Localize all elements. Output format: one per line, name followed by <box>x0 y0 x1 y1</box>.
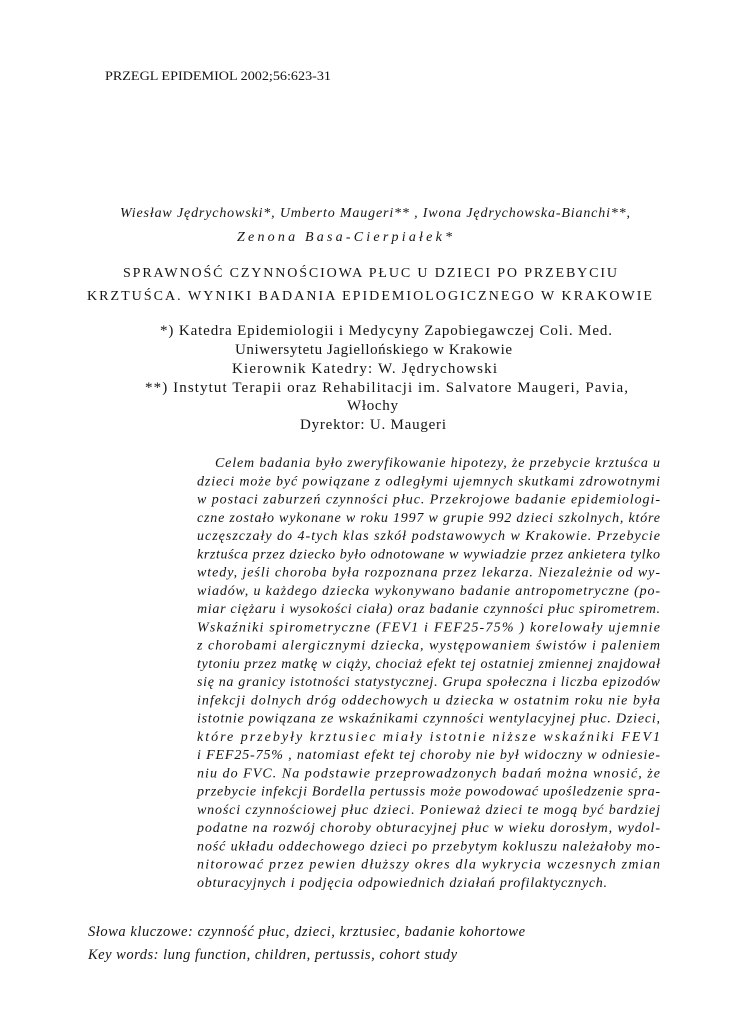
authors-line-2: Zenona Basa-Cierpiałek* <box>237 230 452 245</box>
abstract-line: wtedy, jeśli choroba była rozpoznana przez lekarza. Niezależnie od wy- <box>197 565 660 581</box>
affiliation-line-2: Uniwersytetu Jagiellońskiego w Krakowie <box>235 342 512 358</box>
keywords-polish: Słowa kluczowe: czynność płuc, dzieci, krztusiec, badanie kohortowe <box>88 924 525 940</box>
abstract-line: się na granicy istotności statystycznej. Grupa społeczna i liczba epizodów <box>197 675 660 691</box>
journal-citation: PRZEGL EPIDEMIOL 2002;56:623-31 <box>105 69 331 83</box>
abstract-line: z chorobami alergicznymi dziecka, występowaniem świstów i paleniem <box>197 638 660 654</box>
affiliation-line-4: **) Instytut Terapii oraz Rehabilitacji im. Salvatore Maugeri, Pavia, <box>145 380 628 396</box>
abstract-line: dzieci może być powiązane z odległymi ujemnych skutkami zdrowotnymi <box>197 474 660 490</box>
abstract-line: uczęszczały do 4-tych klas szkół podstawowych w Krakowie. Przebycie <box>197 529 660 544</box>
abstract-line: tytoniu przez matkę w ciąży, chociaż efekt tej ostatniej zmiennej znajdował <box>197 656 660 672</box>
affiliation-line-6: Dyrektor: U. Maugeri <box>300 417 446 433</box>
abstract-line: krztuśca przez dziecko było odnotowane w wywiadzie przez ankietera tylko <box>197 547 660 563</box>
abstract-line: ność układu oddechowego dzieci po przebytym kokluszu należałoby mo- <box>197 839 660 855</box>
affiliation-line-3: Kierownik Katedry: W. Jędrychowski <box>232 361 497 377</box>
abstract-line: w postaci zaburzeń czynności płuc. Przekrojowe badanie epidemiologi- <box>197 492 660 508</box>
abstract-line: wności czynnościowej płuc dzieci. Ponieważ dzieci te mogą być bardziej <box>197 802 660 818</box>
keywords-english: Key words: lung function, children, pertussis, cohort study <box>88 947 457 963</box>
article-title-line-2: KRZTUŚCA. WYNIKI BADANIA EPIDEMIOLOGICZNEGO W KRAKOWIE <box>87 289 652 304</box>
abstract-line: niu do FVC. Na podstawie przeprowadzonych badań można wnosić, że <box>197 766 661 782</box>
abstract-line: przebycie infekcji Bordella pertussis może powodować upośledzenie spra- <box>197 784 660 800</box>
abstract-line: Celem badania było zweryfikowanie hipotezy, że przebycie krztuśca u <box>215 456 660 471</box>
authors-line-1: Wiesław Jędrychowski*, Umberto Maugeri** , Iwona Jędrychowska-Bianchi**, <box>120 206 630 221</box>
abstract-line: nitorować przez pewien dłuższy okres dla wykrycia wczesnych zmian <box>197 857 660 873</box>
abstract-line: które przebyły krztusiec miały istotnie niższe wskaźniki FEV1 <box>197 729 660 745</box>
affiliation-line-5: Włochy <box>347 398 398 414</box>
abstract-line: czne zostało wykonane w roku 1997 w grupie 992 dzieci szkolnych, które <box>197 510 660 526</box>
abstract-line: infekcji dolnych dróg oddechowych u dziecka w ostatnim roku nie była <box>197 693 660 709</box>
abstract-line: obturacyjnych i podjęcia odpowiednich działań profilaktycznych. <box>197 876 607 891</box>
abstract-line: i FEF25-75% , natomiast efekt tej choroby nie był widoczny w odniesie- <box>197 748 661 764</box>
abstract-line: istotnie powiązana ze wskaźnikami czynności wentylacyjnej płuc. Dzieci, <box>197 711 661 727</box>
abstract-line: wiadów, u każdego dziecka wykonywano badanie antropometryczne (po- <box>197 583 660 599</box>
article-title-line-1: SPRAWNOŚĆ CZYNNOŚCIOWA PŁUC U DZIECI PO PRZEBYCIU <box>123 266 617 281</box>
abstract-line: podatne na rozwój choroby obturacyjnej płuc w wieku dorosłym, wydol- <box>197 821 660 837</box>
affiliation-line-1: *) Katedra Epidemiologii i Medycyny Zapobiegawczej Coli. Med. <box>160 323 612 339</box>
abstract-line: Wskaźniki spirometryczne (FEV1 i FEF25-75% ) korelowały ujemnie <box>197 620 660 636</box>
abstract-line: miar ciężaru i wysokości ciała) oraz badanie czynności płuc spirometrem. <box>197 602 660 618</box>
